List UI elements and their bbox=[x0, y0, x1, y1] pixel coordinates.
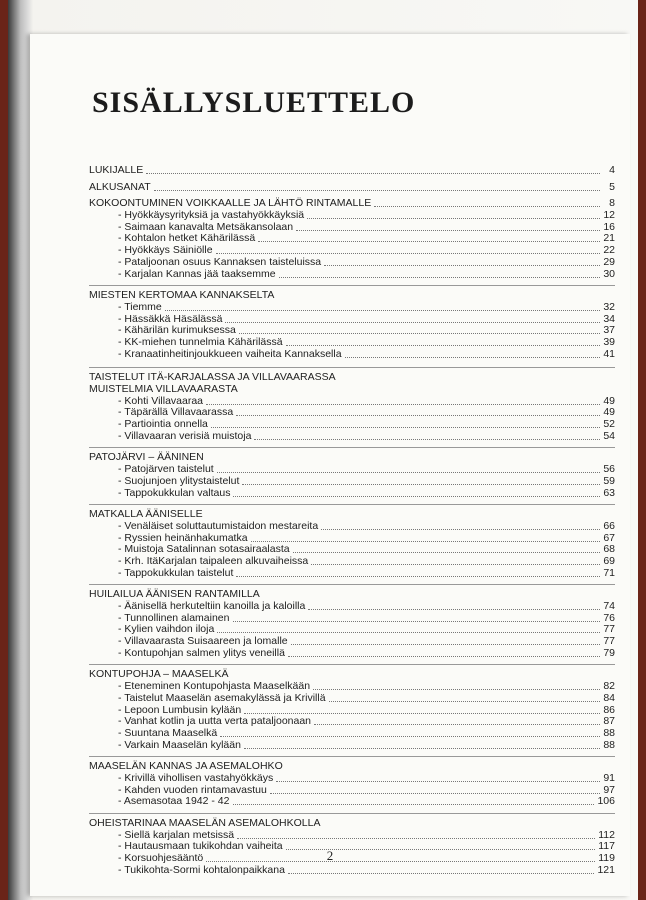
toc-page-number: 97 bbox=[603, 783, 615, 796]
dot-leader bbox=[225, 314, 600, 323]
toc-section bbox=[89, 198, 615, 280]
toc-entry[interactable] bbox=[89, 796, 615, 808]
toc-page-number: 16 bbox=[603, 220, 615, 233]
dot-leader bbox=[288, 648, 600, 657]
dot-leader bbox=[239, 325, 600, 334]
toc-page-number: 69 bbox=[603, 554, 615, 567]
toc-section bbox=[89, 447, 615, 499]
toc-heading-text: TAISTELUT ITÄ-KARJALASSA JA VILLAVAARASSA bbox=[89, 371, 336, 384]
toc-section bbox=[89, 756, 615, 808]
toc-entry-text: - Partiointia onnella bbox=[118, 418, 208, 431]
toc-page-number: 8 bbox=[609, 197, 615, 210]
toc-section bbox=[89, 813, 615, 876]
toc-page-number: 63 bbox=[603, 486, 615, 499]
toc-page-number: 67 bbox=[603, 531, 615, 544]
toc-entry-text: - Asemasotaa 1942 - 42 bbox=[118, 795, 230, 808]
toc-page-number: 49 bbox=[603, 394, 615, 407]
toc-entry[interactable] bbox=[89, 349, 615, 361]
toc-entry-text: - Kohti Villavaaraa bbox=[118, 394, 204, 407]
toc-page-number: 52 bbox=[603, 418, 615, 431]
toc-entry[interactable] bbox=[89, 521, 615, 533]
toc-entry-text: - Kylien vaihdon iloja bbox=[118, 623, 215, 636]
toc-entry-text: - Äänisellä herkuteltiin kanoilla ja kaloilla bbox=[118, 600, 306, 612]
toc-section-heading[interactable] bbox=[89, 182, 615, 194]
toc-page-number: 112 bbox=[598, 828, 615, 841]
table-of-contents bbox=[89, 165, 615, 876]
toc-entry-text: - Saimaan kanavalta Metsäkansolaan bbox=[118, 220, 294, 233]
toc-page-number: 88 bbox=[603, 726, 615, 739]
toc-section-heading[interactable] bbox=[89, 290, 615, 302]
dot-leader bbox=[293, 544, 600, 553]
toc-entry-text: - Suuntana Maaselkä bbox=[118, 726, 218, 739]
dot-leader bbox=[244, 705, 600, 714]
toc-entry-text: - Villavaaran verisiä muistoja bbox=[118, 429, 252, 442]
toc-entry-text: - Kähärilän kurimuksessa bbox=[118, 324, 236, 337]
toc-entry-text: - Vanhat kotlin ja uutta verta pataljoonaan bbox=[118, 715, 312, 728]
toc-page-number: 84 bbox=[603, 691, 615, 704]
toc-entry-text: - Kahden vuoden rintamavastuu bbox=[118, 783, 267, 796]
toc-page-number: 71 bbox=[603, 566, 615, 579]
toc-page-number: 77 bbox=[603, 635, 615, 648]
toc-page-number: 12 bbox=[603, 209, 615, 222]
dot-leader bbox=[291, 636, 600, 645]
toc-page-number: 119 bbox=[598, 852, 615, 865]
toc-section bbox=[89, 584, 615, 659]
toc-entry-text: - Tiemme bbox=[118, 300, 162, 313]
toc-section bbox=[89, 384, 615, 442]
toc-page-number: 91 bbox=[603, 771, 615, 784]
toc-page-number: 54 bbox=[603, 429, 615, 442]
toc-page-number: 29 bbox=[603, 255, 615, 268]
toc-page-number: 76 bbox=[603, 611, 615, 624]
dot-leader bbox=[288, 865, 595, 874]
toc-entry-text: - Krivillä vihollisen vastahyökkäys bbox=[118, 771, 274, 784]
toc-entry[interactable] bbox=[89, 865, 615, 877]
dot-leader bbox=[321, 521, 600, 530]
book-page bbox=[30, 34, 630, 896]
toc-page-number: 37 bbox=[603, 324, 615, 337]
toc-page-number: 4 bbox=[609, 164, 615, 176]
toc-page-number: 30 bbox=[603, 267, 615, 280]
dot-leader bbox=[279, 269, 600, 278]
toc-entry-text: - Eteneminen Kontupohjasta Maaselkään bbox=[118, 680, 311, 693]
toc-section-heading[interactable] bbox=[89, 818, 615, 830]
toc-entry[interactable] bbox=[89, 431, 615, 443]
toc-entry-text: - Kranaatinheitinjoukkueen vaiheita Kannaksella bbox=[118, 347, 342, 360]
toc-page-number: 121 bbox=[597, 863, 615, 876]
toc-entry-text: - Ryssien heinänhakumatka bbox=[118, 531, 248, 544]
dot-leader bbox=[307, 210, 600, 219]
dot-leader bbox=[233, 488, 600, 497]
toc-entry-text: - Kohtalon hetket Kähärilässä bbox=[118, 232, 256, 245]
dot-leader bbox=[242, 476, 600, 485]
toc-entry[interactable] bbox=[89, 210, 615, 222]
dot-leader bbox=[286, 337, 600, 346]
toc-page-number: 22 bbox=[603, 244, 615, 257]
toc-heading-text: KONTUPOHJA – MAASELKÄ bbox=[89, 668, 229, 681]
toc-entry-text: - Täpärällä Villavaarassa bbox=[118, 406, 234, 419]
dot-leader bbox=[374, 198, 600, 207]
toc-entry-text: - Hyökkäysyrityksiä ja vastahyökkäyksiä bbox=[118, 209, 305, 222]
dot-leader bbox=[233, 613, 601, 622]
dot-leader bbox=[236, 568, 600, 577]
toc-page-number: 56 bbox=[603, 463, 615, 476]
toc-page-number: 87 bbox=[603, 715, 615, 728]
toc-page-number: 32 bbox=[603, 300, 615, 313]
toc-entry[interactable] bbox=[89, 488, 615, 500]
toc-entry-text: - Tunnollinen alamainen bbox=[118, 611, 230, 624]
toc-entry[interactable] bbox=[89, 601, 615, 613]
dot-leader bbox=[324, 257, 600, 266]
dot-leader bbox=[154, 182, 600, 191]
toc-heading-text: MIESTEN KERTOMAA KANNAKSELTA bbox=[89, 289, 275, 302]
toc-entry[interactable] bbox=[89, 728, 615, 740]
dot-leader bbox=[314, 716, 600, 725]
toc-entry[interactable] bbox=[89, 648, 615, 660]
toc-entry[interactable] bbox=[89, 568, 615, 580]
dot-leader bbox=[345, 349, 600, 358]
dot-leader bbox=[233, 796, 595, 805]
toc-entry[interactable] bbox=[89, 257, 615, 269]
toc-entry-text: - Karjalan Kannas jää taaksemme bbox=[118, 267, 276, 280]
toc-entry-text: - Tappokukkulan valtaus bbox=[118, 486, 231, 499]
toc-entry[interactable] bbox=[89, 269, 615, 281]
toc-section-heading[interactable] bbox=[89, 165, 615, 177]
toc-page-number: 39 bbox=[603, 335, 615, 348]
toc-entry-text: - Korsuohjesääntö bbox=[118, 852, 204, 865]
toc-entry[interactable] bbox=[89, 476, 615, 488]
toc-page-number: 117 bbox=[598, 840, 615, 853]
toc-page-number: 49 bbox=[603, 406, 615, 419]
dot-leader bbox=[244, 740, 600, 749]
toc-entry-text: - KK-miehen tunnelmia Kähärilässä bbox=[118, 335, 283, 348]
toc-entry-text: - Tukikohta-Sormi kohtalonpaikkana bbox=[118, 863, 285, 876]
toc-page-number: 82 bbox=[603, 680, 615, 693]
toc-heading-text: KOKOONTUMINEN VOIKKAALLE JA LÄHTÖ RINTAMALLE bbox=[89, 197, 372, 210]
dot-leader bbox=[311, 556, 600, 565]
dot-leader bbox=[216, 245, 600, 254]
toc-page-number: 106 bbox=[597, 795, 615, 808]
toc-entry-text: - Krh. ItäKarjalan taipaleen alkuvaiheissa bbox=[118, 554, 309, 567]
toc-page-number: 66 bbox=[603, 519, 615, 532]
toc-entry-text: - Kontupohjan salmen ylitys veneillä bbox=[118, 646, 285, 659]
toc-page-number: 86 bbox=[603, 703, 615, 716]
toc-entry[interactable] bbox=[89, 419, 615, 431]
toc-entry-text: - Hässäkkä Häsälässä bbox=[118, 312, 223, 325]
dot-leader bbox=[165, 302, 600, 311]
toc-entry-text: - Patojärven taistelut bbox=[118, 463, 214, 476]
dot-leader bbox=[217, 624, 600, 633]
toc-entry-text: - Varkain Maaselän kylään bbox=[118, 738, 241, 751]
toc-section bbox=[89, 285, 615, 360]
toc-page-number: 59 bbox=[603, 474, 615, 487]
toc-page-number: 41 bbox=[603, 347, 615, 360]
toc-entry[interactable] bbox=[89, 302, 615, 314]
toc-page-number: 88 bbox=[603, 738, 615, 751]
dot-leader bbox=[276, 773, 600, 782]
toc-entry[interactable] bbox=[89, 556, 615, 568]
dot-leader bbox=[329, 693, 600, 702]
toc-section bbox=[89, 182, 615, 194]
toc-page-number: 34 bbox=[603, 312, 615, 325]
toc-entry-text: - Hyökkäys Säiniölle bbox=[118, 244, 213, 257]
toc-entry-text: - Suojunjoen ylitystaistelut bbox=[118, 474, 240, 487]
toc-section-heading[interactable] bbox=[89, 384, 615, 396]
toc-entry-text: - Taistelut Maaselän asemakylässä ja Krivillä bbox=[118, 691, 326, 704]
dot-leader bbox=[217, 464, 600, 473]
toc-heading-text: MUISTELMIA VILLAVAARASTA bbox=[89, 383, 238, 395]
toc-entry[interactable] bbox=[89, 337, 615, 349]
toc-heading-text: OHEISTARINAA MAASELÄN ASEMALOHKOLLA bbox=[89, 817, 321, 829]
dot-leader bbox=[258, 233, 600, 242]
toc-page-number: 79 bbox=[603, 646, 615, 659]
toc-entry-text: - Hautausmaan tukikohdan vaiheita bbox=[118, 840, 283, 853]
toc-heading-text: ALKUSANAT bbox=[89, 180, 151, 193]
toc-heading-text: HUILAILUA ÄÄNISEN RANTAMILLA bbox=[89, 588, 260, 601]
toc-section bbox=[89, 165, 615, 177]
toc-entry[interactable] bbox=[89, 740, 615, 752]
toc-entry[interactable] bbox=[89, 636, 615, 648]
page-title: SISÄLLYSLUETTELO bbox=[92, 86, 416, 119]
dot-leader bbox=[146, 165, 600, 174]
toc-entry-text: - Lepoon Lumbusin kylään bbox=[118, 703, 242, 716]
toc-page-number: 5 bbox=[609, 180, 615, 193]
dot-leader bbox=[206, 396, 600, 405]
page-number: 2 bbox=[326, 848, 334, 863]
dot-leader bbox=[211, 419, 600, 428]
dot-leader bbox=[308, 601, 600, 610]
toc-section bbox=[89, 367, 615, 384]
dot-leader bbox=[296, 222, 600, 231]
toc-heading-text: MAASELÄN KANNAS JA ASEMALOHKO bbox=[89, 760, 283, 773]
dot-leader bbox=[236, 407, 600, 416]
toc-entry-text: - Villavaarasta Suisaareen ja lomalle bbox=[118, 635, 288, 648]
toc-entry-text: - Siellä karjalan metsissä bbox=[118, 828, 235, 841]
toc-entry-text: - Muistoja Satalinnan sotasairaalasta bbox=[118, 543, 290, 556]
toc-heading-text: PATOJÄRVI – ÄÄNINEN bbox=[89, 451, 204, 464]
dot-leader bbox=[237, 830, 595, 839]
toc-page-number: 68 bbox=[603, 543, 615, 556]
toc-entry-text: - Tappokukkulan taistelut bbox=[118, 566, 234, 579]
toc-entry[interactable] bbox=[89, 693, 615, 705]
toc-entry-text: - Pataljoonan osuus Kannaksen taisteluissa bbox=[118, 255, 322, 268]
toc-entry[interactable] bbox=[89, 773, 615, 785]
toc-heading-text: MATKALLA ÄÄNISELLE bbox=[89, 508, 203, 521]
dot-leader bbox=[251, 533, 600, 542]
dot-leader bbox=[270, 785, 600, 794]
toc-entry-text: - Venäläiset soluttautumistaidon mestareita bbox=[118, 519, 319, 532]
toc-page-number: 77 bbox=[603, 623, 615, 636]
dot-leader bbox=[254, 431, 600, 440]
toc-page-number: 74 bbox=[603, 600, 615, 612]
dot-leader bbox=[220, 728, 600, 737]
dot-leader bbox=[313, 681, 600, 690]
toc-page-number: 21 bbox=[603, 232, 615, 245]
toc-section bbox=[89, 664, 615, 751]
toc-section bbox=[89, 504, 615, 579]
toc-heading-text: LUKIJALLE bbox=[89, 164, 144, 176]
